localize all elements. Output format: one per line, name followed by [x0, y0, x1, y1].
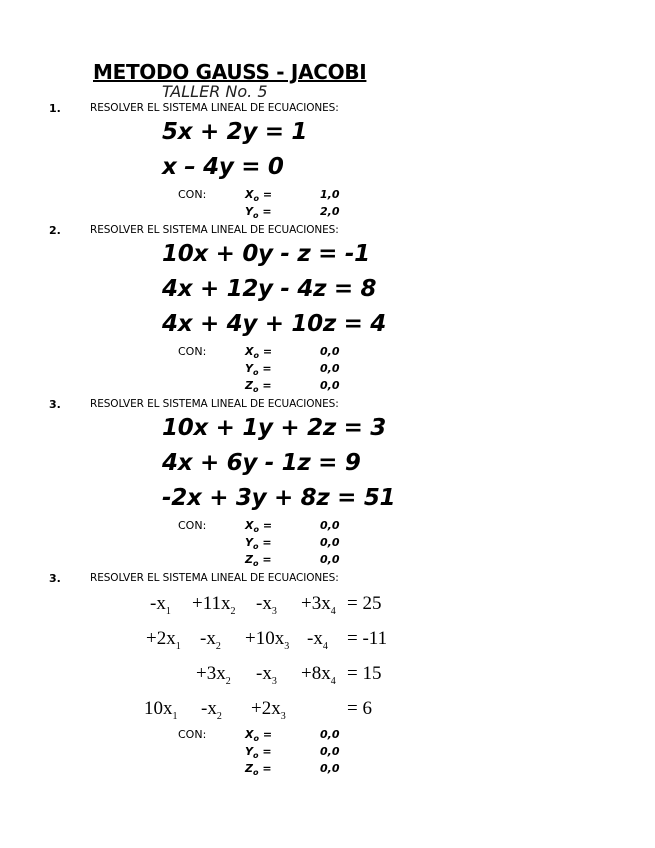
- initial-var: $Z_o$ =: [245, 553, 272, 569]
- problem-instruction: RESOLVER EL SISTEMA LINEAL DE ECUACIONES:: [90, 572, 339, 584]
- initial-value: 0,0: [320, 728, 340, 741]
- matrix-term: $-x_3$: [256, 663, 277, 687]
- matrix-rhs: = 6: [347, 698, 372, 719]
- initial-value: 0,0: [320, 745, 340, 758]
- initial-var: $X_o$ =: [245, 345, 273, 361]
- problem-instruction: RESOLVER EL SISTEMA LINEAL DE ECUACIONES:: [90, 102, 339, 114]
- problem-instruction: RESOLVER EL SISTEMA LINEAL DE ECUACIONES:: [90, 224, 339, 236]
- matrix-term: $+11x_2$: [192, 593, 236, 617]
- equation: 10x + 1y + 2z = 3: [162, 415, 386, 441]
- problem-number: 3.: [49, 398, 61, 411]
- matrix-rhs: = 25: [347, 593, 382, 614]
- initial-var: $Z_o$ =: [245, 762, 272, 778]
- equation: 10x + 0y - z = -1: [162, 241, 370, 267]
- matrix-rhs: = 15: [347, 663, 382, 684]
- problem-instruction: RESOLVER EL SISTEMA LINEAL DE ECUACIONES:: [90, 398, 339, 410]
- initial-value: 0,0: [320, 519, 340, 532]
- equation: 5x + 2y = 1: [162, 119, 308, 145]
- matrix-term: $+2x_1$: [146, 628, 181, 652]
- initial-value: 0,0: [320, 536, 340, 549]
- matrix-rhs: = -11: [347, 628, 388, 649]
- matrix-term: $+2x_3$: [251, 698, 286, 722]
- initial-value: 2,0: [320, 205, 340, 218]
- equation: 4x + 4y + 10z = 4: [162, 311, 386, 337]
- problem-number: 2.: [49, 224, 61, 237]
- matrix-term: $-x_2$: [201, 698, 222, 722]
- initial-var: $Y_o$ =: [245, 536, 272, 552]
- equation: 4x + 6y - 1z = 9: [162, 450, 361, 476]
- con-label: CON:: [178, 728, 207, 741]
- matrix-term: $+8x_4$: [301, 663, 336, 687]
- initial-var: $Y_o$ =: [245, 205, 272, 221]
- matrix-term: $-x_2$: [200, 628, 221, 652]
- matrix-term: $-x_3$: [256, 593, 277, 617]
- equation: 4x + 12y - 4z = 8: [162, 276, 377, 302]
- problem-number: 3.: [49, 572, 61, 585]
- initial-var: $Y_o$ =: [245, 745, 272, 761]
- initial-var: $Z_o$ =: [245, 379, 272, 395]
- con-label: CON:: [178, 519, 207, 532]
- matrix-term: $+3x_2$: [196, 663, 231, 687]
- initial-value: 0,0: [320, 762, 340, 775]
- initial-value: 1,0: [320, 188, 340, 201]
- matrix-term: $10x_1$: [144, 698, 178, 722]
- matrix-term: $+10x_3$: [245, 628, 290, 652]
- matrix-term: $+3x_4$: [301, 593, 336, 617]
- initial-value: 0,0: [320, 345, 340, 358]
- con-label: CON:: [178, 345, 207, 358]
- con-label: CON:: [178, 188, 207, 201]
- matrix-term: $-x_1$: [150, 593, 171, 617]
- matrix-term: $-x_4$: [307, 628, 328, 652]
- initial-var: $X_o$ =: [245, 728, 273, 744]
- initial-var: $X_o$ =: [245, 188, 273, 204]
- equation: -2x + 3y + 8z = 51: [162, 485, 396, 511]
- initial-value: 0,0: [320, 553, 340, 566]
- initial-value: 0,0: [320, 379, 340, 392]
- initial-var: $X_o$ =: [245, 519, 273, 535]
- page-title: METODO GAUSS - JACOBI: [93, 60, 367, 84]
- initial-value: 0,0: [320, 362, 340, 375]
- problem-number: 1.: [49, 102, 61, 115]
- initial-var: $Y_o$ =: [245, 362, 272, 378]
- equation: x – 4y = 0: [162, 154, 284, 180]
- page-subtitle: TALLER No. 5: [162, 82, 268, 101]
